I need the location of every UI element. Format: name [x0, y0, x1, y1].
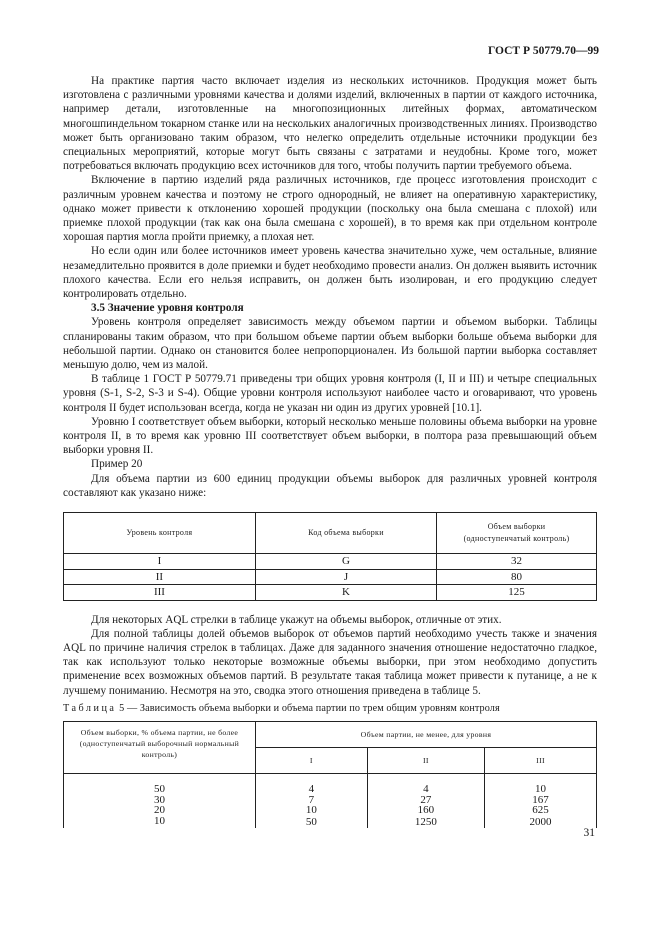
paragraph: Уровень контроля определяет зависимость между объемом партии и объемом выборки. Таблицы спланированы таким образом, что при большом объеме партии объем выборки больше объема выборки для небольшой партии. Однако он становится более непропорционален. Из большой партии выборка составляет меньшую долю, чем из малой. — [63, 316, 597, 372]
table-cell: 10 — [485, 774, 597, 795]
table-cell: 4 — [367, 774, 484, 795]
table-cell: 50 — [64, 774, 256, 795]
table-cell: II — [64, 569, 256, 585]
table-row — [64, 554, 597, 570]
table-row — [64, 774, 597, 795]
table-cell: 167 — [485, 795, 597, 806]
sample-size-table — [63, 512, 597, 601]
table-cell: 10 — [255, 805, 367, 816]
table-header-cell: Объем выборки, % объема партии, не более (одноступенчатый выборочный нормальный контроль) — [64, 722, 256, 774]
page-number: 31 — [583, 827, 595, 839]
table-row — [64, 795, 597, 806]
table-cell: 32 — [437, 554, 597, 570]
table-cell: 160 — [367, 805, 484, 816]
paragraph: В таблице 1 ГОСТ Р 50779.71 приведены три общих уровня контроля (I, II и III) и четыре специальных уровня (S-1, S-2, S-3 и S-4). Общие уровни контроля используют наиболее часто и оговаривают, что уровень контроля II будет использован всегда, когда не указан ни один из других уровней [10.1]. — [63, 373, 597, 414]
table-cell: I — [64, 554, 256, 570]
table-header-row — [64, 513, 597, 554]
paragraph: На практике партия часто включает изделия из нескольких источников. Продукция может быть изготовлена с различными уровнями качества и долями изделий, включенных в партии от каждого источника, например детали, изготовленные на многопозиционных литейных формах, автоматическом многошпиндельном токарном станке или на нескольких аналогичных производственных линиях. Производство может быть организовано таким образом, что нелегко определить отдельные источники продукции без специальных мероприятий, которые могут быть связаны с затратами и неудобны. Кроме того, может потребоваться включать продукцию всех источников для того, чтобы получить партии требуемого объема. — [63, 75, 597, 173]
paragraph: Для некоторых AQL стрелки в таблице укажут на объемы выборок, отличные от этих. — [91, 613, 502, 626]
caption-text: — Зависимость объема выборки и объема партии по трем общим уровням контроля — [126, 702, 500, 714]
table-cell: 20 — [64, 805, 256, 816]
paragraph: Для полной таблицы долей объемов выборок от объемов партий необходимо учесть также и значения AQL по причине наличия стрелок в таблицах. Даже для заданного значения отношение недостаточно гладкое, так как используют только некоторые возможные объемы выборки, при этом необходимо допустить применение всех возможных объемов партий. В результате такая таблица может привести к путанице, а не к лучшему пониманию. Несмотря на это, сводка этого отношения приведена в таблице 5. — [63, 627, 597, 697]
table-cell: 7 — [255, 795, 367, 806]
page-content — [63, 74, 597, 828]
table-cell: 80 — [437, 569, 597, 585]
table-row — [64, 805, 597, 816]
table-cell: 10 — [64, 816, 256, 829]
table-row — [64, 816, 597, 829]
table-cell: 625 — [485, 805, 597, 816]
table-cell: III — [64, 585, 256, 601]
table-cell: 4 — [255, 774, 367, 795]
table-header-cell: III — [485, 748, 597, 774]
paragraph: Но если один или более источников имеет уровень качества значительно хуже, чем остальные, влияние незамедлительно проявится в доле приемки и будет необходимо провести анализ. Он должен выявить источник плохого качества. Если его нельзя исправить, он должен быть изолирован, и его продукцию следует контролировать отдельно. — [63, 245, 597, 301]
example-label: Пример 20 — [91, 458, 143, 471]
paragraph: Включение в партию изделий ряда различных источников, где процесс изготовления происходит с различным уровнем качества и поэтому не строго однородный, не влияет на оперативную характеристику, однако может привести к отклонению хорошей продукции (поскольку она была смешана с плохой) или приемке плохой продукции (так как она была смешана с хорошей), в то время как при отдельном контроле хорошая партия могла пройти приемку, а плохая нет. — [63, 174, 597, 244]
standard-header: ГОСТ Р 50779.70—99 — [488, 45, 599, 57]
table-cell: J — [255, 569, 436, 585]
caption-label: Таблица — [63, 702, 117, 714]
table-cell: 50 — [255, 816, 367, 829]
table-header-cell: II — [367, 748, 484, 774]
table-header-cell: Код объема выборки — [255, 513, 436, 554]
table-cell: 27 — [367, 795, 484, 806]
table-header-row — [64, 722, 597, 748]
table-header-cell: Объем выборки (одноступенчатый контроль) — [437, 513, 597, 554]
paragraph: Для объема партии из 600 единиц продукции объемы выборок для различных уровней контроля составляют как указано ниже: — [63, 472, 597, 499]
table-row — [64, 585, 597, 601]
table-header-cell: Уровень контроля — [64, 513, 256, 554]
table-cell: 125 — [437, 585, 597, 601]
table-cell: K — [255, 585, 436, 601]
table-row — [64, 569, 597, 585]
table-cell: 2000 — [485, 816, 597, 829]
table-cell: 30 — [64, 795, 256, 806]
table-caption — [63, 702, 597, 716]
caption-number: 5 — [119, 702, 125, 714]
table-cell: 1250 — [367, 816, 484, 829]
table-header-cell: I — [255, 748, 367, 774]
table-cell: G — [255, 554, 436, 570]
section-title: 3.5 Значение уровня контроля — [91, 302, 244, 315]
paragraph: Уровню I соответствует объем выборки, который несколько меньше половины объема выборки на уровне контроля II, в то время как уровню III соответствует объем выборки, в полтора раза превышающий объем выборки уровня II. — [63, 415, 597, 457]
table-header-cell: Объем партии, не менее, для уровня — [255, 722, 596, 748]
lot-size-table — [63, 721, 597, 828]
